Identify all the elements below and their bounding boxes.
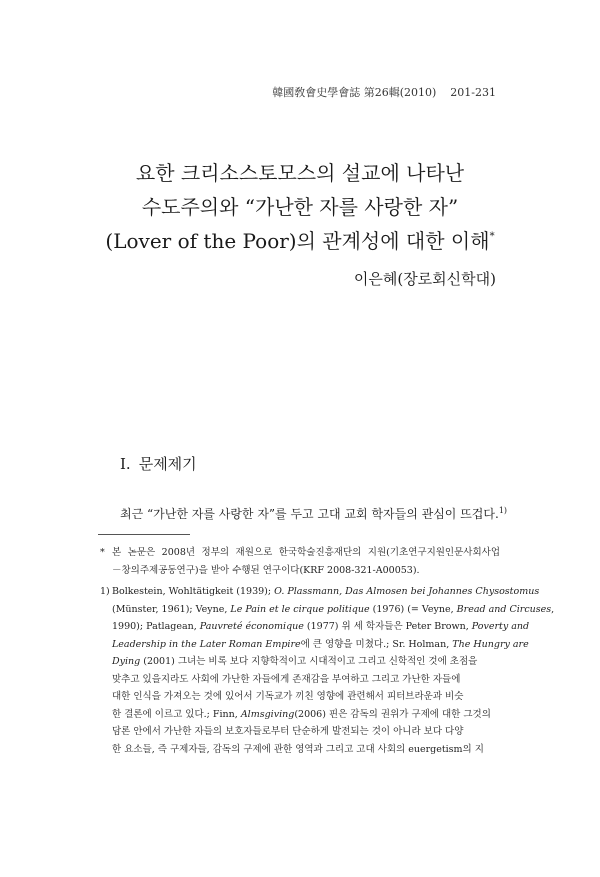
- footnote-1-line-1-b: O. Plassmann, Das Almosen bei Johannes Chysostomus: [274, 586, 540, 597]
- footnote-1-line-10: 한 요소들, 즉 구제자들, 감독의 구제에 관한 영역과 그리고 고대 사회의 euergetism의 지: [112, 743, 484, 755]
- footnote-1-line-2-a: (Münster, 1961); Veyne,: [112, 603, 231, 615]
- footnote-1-line-8-c: (2006) 핀은 감독의 권위가 구제에 대한 그것의: [294, 708, 491, 720]
- footnote-1-line-4-a: Leadership in the Later Roman Empire: [112, 638, 301, 650]
- footnote-1-mark: 1): [100, 586, 110, 597]
- footnote-1-line-3-c: (1977) 위 세 학자들은 Peter Brown,: [303, 621, 472, 632]
- section-title: 문제제기: [138, 455, 197, 473]
- section-heading: [120, 453, 197, 474]
- footnote-star-line-2: －창의주제공동연구)을 받아 수행된 연구이다(KRF 2008-321-A00053).: [112, 564, 420, 576]
- footnote-1: [100, 583, 555, 758]
- footnote-1-line-2-d: Bread and Circuses: [456, 603, 552, 615]
- footnote-1-line-1: [100, 583, 540, 601]
- title-line-3: [60, 224, 540, 258]
- footnote-1-line-3: [100, 618, 530, 636]
- section-number: Ⅰ.: [120, 455, 131, 473]
- footnote-1-line-5: [100, 653, 500, 671]
- footnote-star-line-1: 본 논문은 2008년 정부의 재원으로 한국학술진흥재단의 지원(기초연구지원인문사회사업: [112, 547, 500, 558]
- author-affiliation: 이은혜(장로회신학대): [353, 270, 496, 288]
- journal-citation: 韓國敎會史學會誌 第26輯(2010): [272, 86, 437, 99]
- footnote-1-line-2-c: (1976) (= Veyne,: [369, 603, 457, 615]
- title-line-1: 요한 크리소스토모스의 설교에 나타난: [135, 161, 465, 185]
- footnote-1-line-4-b: 에 큰 영향을 미쳤다.; Sr. Holman,: [300, 638, 453, 650]
- footnote-1-line-2-b: Le Pain et le cirque politique: [230, 603, 370, 615]
- article-title: [60, 156, 540, 258]
- footnote-1-line-6: 맞추고 있을지라도 사회에 가난한 자들에게 존재감을 부여하고 그리고 가난한 자들에: [112, 673, 461, 685]
- footnote-1-line-5-b: (2001) 그녀는 비록 보다 지향학적이고 시대적이고 그리고 신학적인 것에 초점을: [140, 656, 478, 667]
- footnote-star-mark: *: [100, 547, 105, 558]
- footnote-1-line-8-a: 한 결론에 이르고 있다.; Finn,: [112, 708, 241, 720]
- title-footnote-marker[interactable]: *: [489, 231, 495, 242]
- footnote-1-line-9: 담론 안에서 가난한 자들의 보호자들로부터 단순하게 발전되는 것이 아니라 보다 다양: [112, 726, 464, 737]
- footnote-1-line-7: 대한 인식을 가져오는 것에 있어서 기독교가 끼친 영향에 관련해서 피터브라운과 비슷: [112, 691, 464, 702]
- footnote-divider: [98, 534, 190, 535]
- footnote-1-line-8: [100, 706, 500, 724]
- footnote-star: [100, 544, 500, 579]
- body-paragraph-text: 최근 “가난한 자를 사랑한 자”를 두고 고대 교회 학자들의 관심이 뜨겁다.: [120, 507, 499, 521]
- footnote-1-line-3-b: Pauvreté économique: [199, 621, 304, 632]
- footnote-1-line-3-a: 1990); Patlagean,: [112, 621, 200, 632]
- footnotes: [100, 544, 555, 762]
- title-line-3-text: (Lover of the Poor)의 관계성에 대한 이해: [105, 229, 490, 253]
- footnote-1-line-4-c: The Hungry are: [452, 638, 529, 650]
- running-head: [196, 84, 496, 100]
- footnote-1-line-3-d: Poverty and: [471, 621, 530, 632]
- footnote-1-line-5-a: Dying: [112, 656, 141, 667]
- body-paragraph: [120, 502, 512, 523]
- footnote-1-line-2-e: ,: [551, 603, 555, 615]
- footnote-1-line-8-b: Almsgiving: [240, 708, 295, 720]
- page-range: 201-231: [450, 86, 496, 99]
- footnote-1-line-1-a: Bolkestein, Wohltätigkeit (1939);: [112, 586, 275, 597]
- footnote-1-line-4: [100, 636, 529, 654]
- footnote-1-line-2: [100, 601, 555, 619]
- title-line-2: 수도주의와 “가난한 자를 사랑한 자”: [141, 195, 459, 219]
- footnote-reference-1[interactable]: 1): [498, 506, 508, 515]
